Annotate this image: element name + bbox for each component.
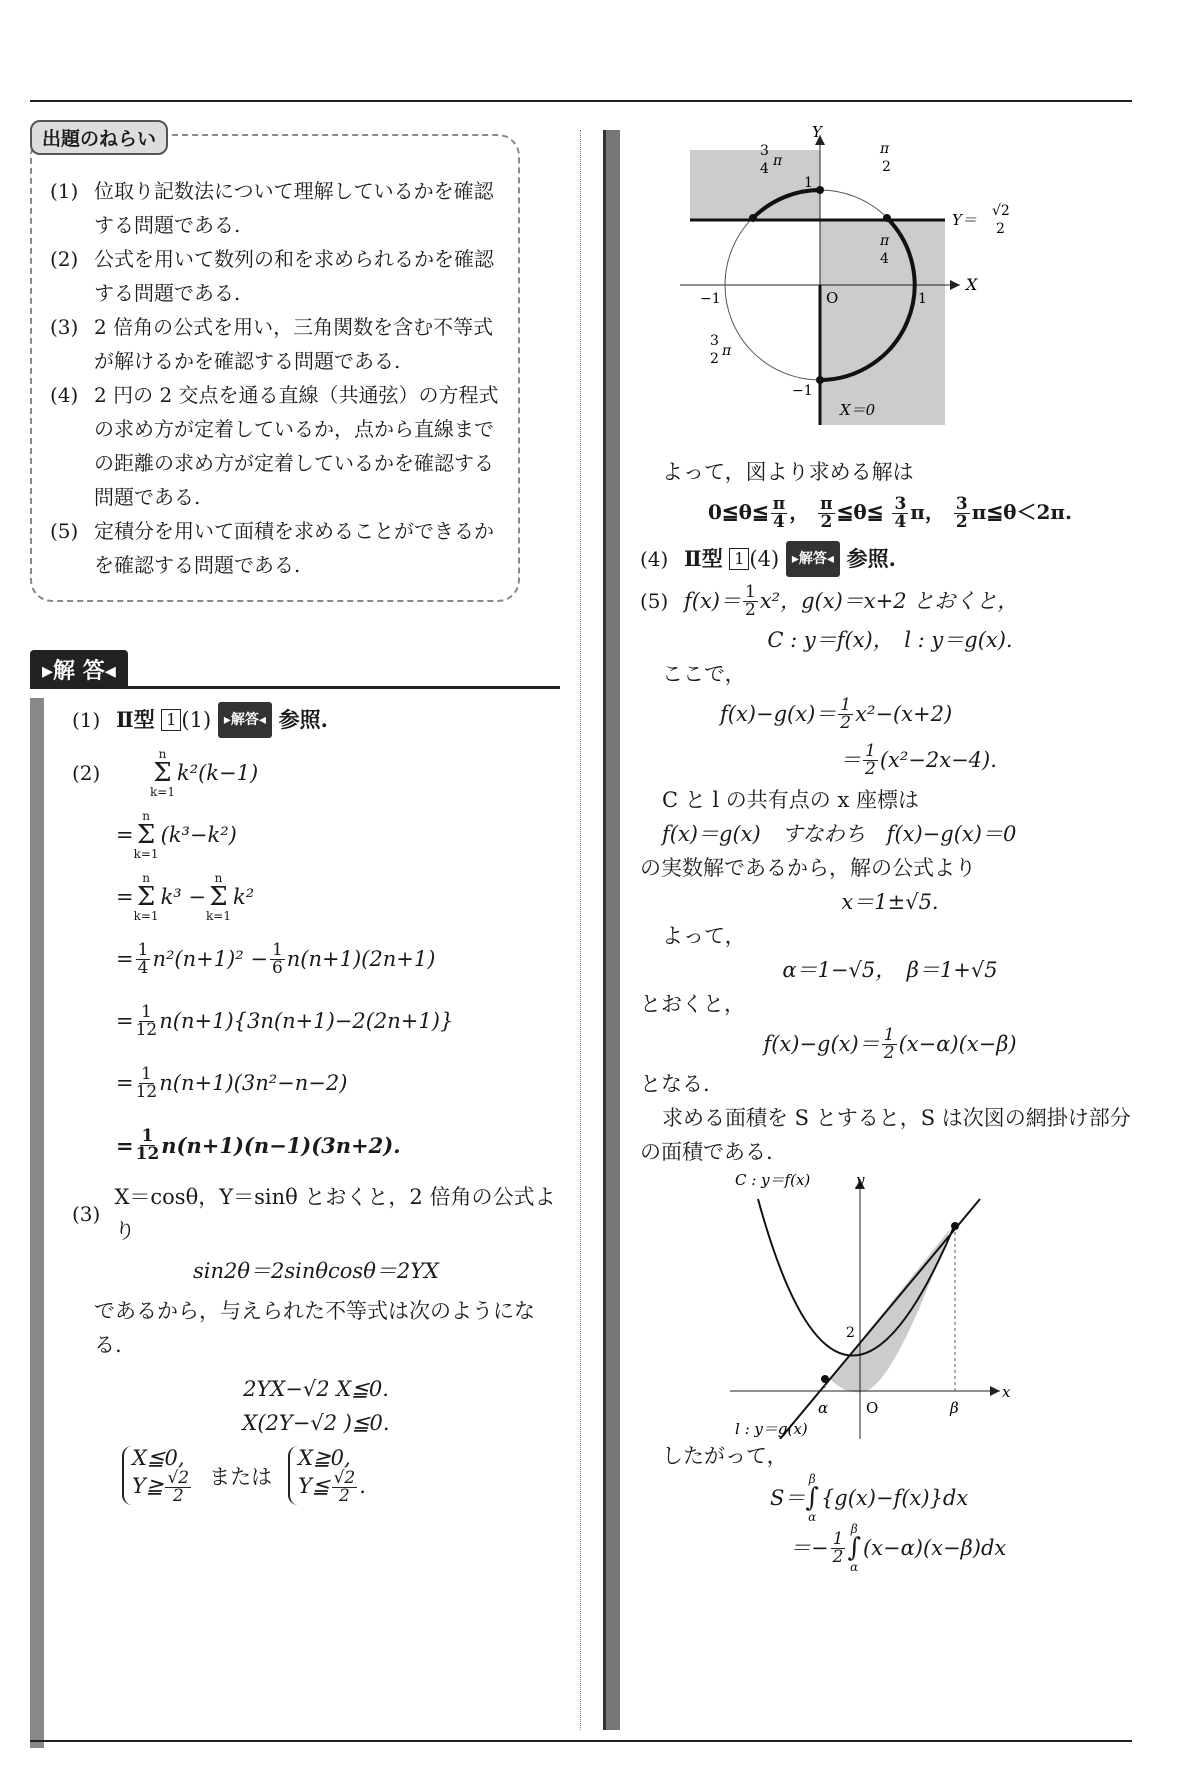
answer-side-bar [30,698,44,1748]
svg-text:C : y＝f(x): C : y＝f(x) [735,1171,811,1189]
part-5: (5) f(x)＝ $\frac{1}{2}$ x²，g(x)＝x+2 とおくと， C : y＝f(x)， l : y＝g(x). ここで， f(x)−g(x)＝ $\frac{1}{2}$ x²−(x+2) ＝ $\frac{1}{2}$ (x²−2x−4). C と l の共有点の x 座標は f(x)＝g(x) すなわち f(x)−g(x)＝0 の実数解であるから，解の公式より x＝1±√5. よって， α＝1−√5， β＝1+√5 とおくと， f(x)−g(x)＝ $\frac{1}{2}$ (x−α)(x−β) となる. 求める面積を S とすると，S は次図の網掛け部分の面積である. [640,581,1131,1164]
aims-label: 出題のねらい [30,120,168,155]
solution-line: 0≦θ≦ $\frac{\pi}{4}$ ， $\frac{\pi}{2}$ ≦θ≦ $\frac{3}{4}$ π， $\frac{3}{2}$ π≦θ＜2π. [707,494,1073,532]
svg-text:l : y＝g(x): l : y＝g(x) [735,1420,808,1438]
answer-tag: ▸解 答◂ [30,650,128,689]
column-divider [580,130,581,1730]
svg-text:X＝0: X＝0 [840,401,876,419]
answer-body [30,698,560,1505]
svg-text:π: π [722,343,732,359]
svg-text:π: π [880,233,890,249]
svg-text:Y: Y [812,125,822,141]
svg-text:−1: −1 [700,291,721,307]
svg-text:2: 2 [882,159,891,175]
part-4: (4) Ⅱ型 1 (4) ▸解答◂ 参照. [640,539,1140,579]
aim-item: (4) 2 円の 2 交点を通る直線（共通弦）の方程式の求め方が定着しているか，点から直線までの距離の求め方が定着しているかを確認する問題である. [50,383,499,509]
text-solution-intro: よって，図より求める解は [662,460,914,484]
svg-text:O: O [866,1399,879,1417]
svg-text:1: 1 [918,291,927,307]
answer-header [30,650,560,690]
svg-text:2: 2 [996,221,1005,237]
shade-upper-left [690,150,820,220]
aim-item: (2) 公式を用いて数列の和を求められるかを確認する問題である. [50,247,494,305]
unit-circle-graph [680,125,1100,455]
part-3: (3) X＝cosθ，Y＝sinθ とおくと，2 倍角の公式より sin2θ＝2sinθcosθ＝2YX であるから，与えられた不等式は次のようになる. 2YX−√2 X≦0. X(2Y−√2 )≦0. X≦0, Y≧ $\frac{√2}{2}$ または X≧0, Y≦ $\frac{√2}{2}$ . [72,1185,556,1506]
svg-text:2: 2 [846,1325,855,1341]
parabola-graph [730,1169,1030,1439]
bottom-rule [30,1740,1132,1742]
svg-text:3: 3 [710,333,719,349]
part-2: (2) n Σ k=1 k²(k−1) = n Σ k=1 (k³−k²) = n Σ k=1 k³ − n Σ k=1 k² = $\frac{1}{4}$ n²(n+1)² − $\frac{1}{6}$ n(n+1)(2n+1) = $\frac{1}{12}$ n(n+1){3n(n+1)−2(2n+1)} = $\frac{1}{12}$ n(n+1)(3n²−n−2) = $\frac{1}{12}$ n(n+1)(n−1)(3n+2). [72,747,454,1164]
answer-rule [30,686,560,689]
svg-text:3: 3 [760,143,769,159]
aim-item: (5) 定積分を用いて面積を求めることができるかを確認する問題である. [50,519,494,577]
aims-box [30,128,520,602]
svg-text:2: 2 [710,351,719,367]
svg-text:Y＝: Y＝ [952,211,977,229]
svg-text:β: β [950,1399,959,1417]
svg-text:π: π [773,153,783,169]
svg-text:4: 4 [880,251,889,267]
svg-text:−1: −1 [792,383,813,399]
svg-text:√2: √2 [992,203,1010,219]
svg-text:y: y [856,1171,865,1189]
svg-text:α: α [818,1399,829,1417]
svg-text:π: π [880,141,890,157]
svg-text:X: X [966,275,978,294]
top-rule [30,100,1132,102]
aim-item: (3) 2 倍角の公式を用い，三角関数を含む不等式が解けるかを確認する問題である. [50,315,494,373]
svg-text:4: 4 [760,161,769,177]
aim-item: (1) 位取り記数法について理解しているかを確認する問題である. [50,179,494,237]
left-column [30,120,560,1505]
svg-text:O: O [826,289,839,307]
svg-text:1: 1 [804,175,813,191]
right-column: Y X O 1 1 −1 −1 π 2 3 4 π π 4 3 2 π Y＝ √2 2 X＝0 よって，図より求める解は 0≦θ≦ $\frac{\pi}{4}$ ， $\frac{\pi}{2}$ ≦θ≦ $\frac{3}{4}$ π， $\frac{3}{2}$ π≦θ＜2π. (4) Ⅱ型 1 (4) ▸解答◂ 参照. (5) f(x)＝ $\frac{1}{2}$ x²，g(x)＝x+2 とおくと， C : y＝f(x)， l : y＝g(x). ここで， f(x)−g(x)＝ $\frac{1}{2}$ x²−(x+2) ＝ $\frac{1}{2}$ (x²−2x−4). C と l の共有点の x 座標は f(x)＝g(x) すなわち f(x)−g(x)＝0 の実数解であるから，解の公式より x＝1±√5. よって， α＝1−√5， β＝1+√5 とおくと， f(x)−g(x)＝ $\frac{1}{2}$ (x−α)(x−β) となる. 求める面積を S とすると，S は次図の網掛け部分の面積である. C : y＝f(x) y x 2 α O β l : y＝g(x) したがって， S＝ β ∫ α {g(x)−f(x)}dx ＝− $\frac{1}{2}$ β ∫ α (x−α)(x−β)dx [640,125,1140,1573]
part-1: (1) Ⅱ型 1 (1) ▸解答◂ 参照. [72,698,560,742]
svg-text:x: x [1002,1383,1011,1401]
right-side-bar [603,130,620,1730]
